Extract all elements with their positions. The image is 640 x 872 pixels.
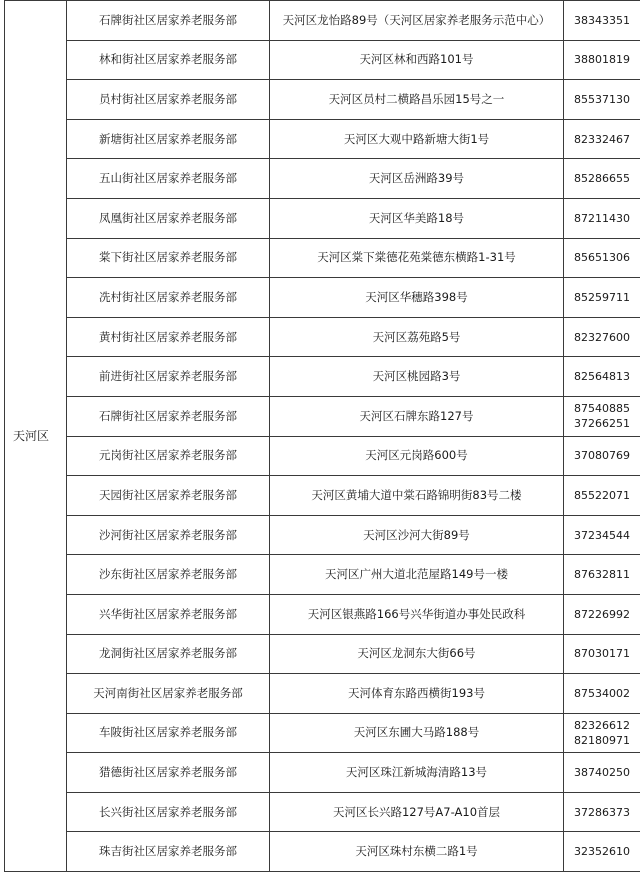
phone-cell [564, 40, 640, 80]
phone-cell [564, 476, 640, 516]
service-name-cell: 前进街社区居家养老服务部 [67, 357, 270, 397]
address-cell: 天河区岳洲路39号 [270, 159, 564, 199]
address-cell: 天河区林和西路101号 [270, 40, 564, 80]
table-row [5, 832, 640, 872]
phone-number: 85259711 [574, 290, 630, 304]
service-name-cell: 天河南街社区居家养老服务部 [67, 674, 270, 714]
table-row [5, 436, 640, 476]
phone-number: 85286655 [574, 172, 630, 186]
address-cell: 天河区长兴路127号A7-A10首层 [270, 792, 564, 832]
service-directory-table [4, 0, 640, 872]
phone-cell [564, 198, 640, 238]
service-name-cell: 石牌街社区居家养老服务部 [67, 396, 270, 436]
service-name-cell: 黄村街社区居家养老服务部 [67, 317, 270, 357]
phone-number: 85522071 [574, 488, 630, 502]
address-cell: 天河区石牌东路127号 [270, 396, 564, 436]
address-cell: 天河区珠江新城海清路13号 [270, 753, 564, 793]
table-row [5, 80, 640, 120]
phone-cell [564, 713, 640, 753]
phone-cell [564, 436, 640, 476]
phone-number: 37286373 [574, 805, 630, 819]
phone-cell [564, 753, 640, 793]
address-cell: 天河区员村二横路昌乐园15号之一 [270, 80, 564, 120]
phone-cell [564, 832, 640, 872]
phone-number: 82180971 [574, 733, 630, 747]
table-row [5, 40, 640, 80]
address-cell: 天河区大观中路新塘大街1号 [270, 119, 564, 159]
address-cell: 天河区黄埔大道中棠石路锦明街83号二楼 [270, 476, 564, 516]
phone-cell [564, 634, 640, 674]
service-name-cell: 员村街社区居家养老服务部 [67, 80, 270, 120]
table-row [5, 594, 640, 634]
address-cell: 天河区棠下棠德花苑棠德东横路1-31号 [270, 238, 564, 278]
phone-cell [564, 119, 640, 159]
address-cell: 天河区龙洞东大街66号 [270, 634, 564, 674]
service-name-cell: 沙东街社区居家养老服务部 [67, 555, 270, 595]
table-row [5, 476, 640, 516]
service-name-cell: 兴华街社区居家养老服务部 [67, 594, 270, 634]
address-cell: 天河区珠村东横二路1号 [270, 832, 564, 872]
phone-number: 82564813 [574, 370, 630, 384]
table-row [5, 357, 640, 397]
phone-cell [564, 594, 640, 634]
phone-number: 87632811 [574, 568, 630, 582]
phone-number: 87211430 [574, 211, 630, 225]
table-row [5, 159, 640, 199]
table-row [5, 1, 640, 41]
address-cell: 天河区桃园路3号 [270, 357, 564, 397]
address-cell: 天河区华穗路398号 [270, 278, 564, 318]
phone-number: 87534002 [574, 686, 630, 700]
address-cell: 天河区元岗路600号 [270, 436, 564, 476]
phone-cell [564, 80, 640, 120]
phone-cell [564, 792, 640, 832]
phone-cell [564, 238, 640, 278]
table-row [5, 198, 640, 238]
table-row [5, 515, 640, 555]
address-cell: 天河体育东路西横街193号 [270, 674, 564, 714]
address-cell: 天河区沙河大街89号 [270, 515, 564, 555]
phone-number: 32352610 [574, 845, 630, 859]
phone-cell [564, 1, 640, 41]
service-name-cell: 天园街社区居家养老服务部 [67, 476, 270, 516]
service-name-cell: 车陂街社区居家养老服务部 [67, 713, 270, 753]
phone-number: 87030171 [574, 647, 630, 661]
service-name-cell: 猎德街社区居家养老服务部 [67, 753, 270, 793]
phone-number: 82326612 [574, 718, 630, 732]
address-cell: 天河区东圃大马路188号 [270, 713, 564, 753]
district-cell: 天河区 [5, 1, 67, 872]
table-row [5, 634, 640, 674]
table-row [5, 278, 640, 318]
phone-number: 37266251 [574, 417, 630, 431]
service-name-cell: 林和街社区居家养老服务部 [67, 40, 270, 80]
table-row [5, 753, 640, 793]
phone-number: 82327600 [574, 330, 630, 344]
service-name-cell: 五山街社区居家养老服务部 [67, 159, 270, 199]
address-cell: 天河区广州大道北范屋路149号一楼 [270, 555, 564, 595]
phone-cell [564, 159, 640, 199]
table-row [5, 555, 640, 595]
service-name-cell: 新塘街社区居家养老服务部 [67, 119, 270, 159]
phone-number: 85651306 [574, 251, 630, 265]
service-name-cell: 凤凰街社区居家养老服务部 [67, 198, 270, 238]
phone-number: 87540885 [574, 402, 630, 416]
address-cell: 天河区龙怡路89号（天河区居家养老服务示范中心） [270, 1, 564, 41]
table-row [5, 792, 640, 832]
service-name-cell: 龙洞街社区居家养老服务部 [67, 634, 270, 674]
phone-number: 85537130 [574, 92, 630, 106]
service-name-cell: 沙河街社区居家养老服务部 [67, 515, 270, 555]
phone-cell [564, 317, 640, 357]
phone-number: 37234544 [574, 528, 630, 542]
table-row [5, 119, 640, 159]
phone-number: 37080769 [574, 449, 630, 463]
service-name-cell: 珠吉街社区居家养老服务部 [67, 832, 270, 872]
phone-cell [564, 357, 640, 397]
address-cell: 天河区荔苑路5号 [270, 317, 564, 357]
table-row [5, 396, 640, 436]
service-name-cell: 石牌街社区居家养老服务部 [67, 1, 270, 41]
table-row [5, 238, 640, 278]
table-row [5, 317, 640, 357]
phone-cell [564, 515, 640, 555]
service-name-cell: 冼村街社区居家养老服务部 [67, 278, 270, 318]
table-row [5, 713, 640, 753]
phone-number: 87226992 [574, 607, 630, 621]
phone-number: 38343351 [574, 13, 630, 27]
phone-cell [564, 278, 640, 318]
phone-cell [564, 674, 640, 714]
table-body [5, 1, 640, 872]
service-name-cell: 元岗街社区居家养老服务部 [67, 436, 270, 476]
address-cell: 天河区华美路18号 [270, 198, 564, 238]
service-name-cell: 长兴街社区居家养老服务部 [67, 792, 270, 832]
service-name-cell: 棠下街社区居家养老服务部 [67, 238, 270, 278]
table-row [5, 674, 640, 714]
phone-cell [564, 555, 640, 595]
phone-cell [564, 396, 640, 436]
phone-number: 38740250 [574, 766, 630, 780]
address-cell: 天河区银燕路166号兴华街道办事处民政科 [270, 594, 564, 634]
phone-number: 38801819 [574, 53, 630, 67]
phone-number: 82332467 [574, 132, 630, 146]
